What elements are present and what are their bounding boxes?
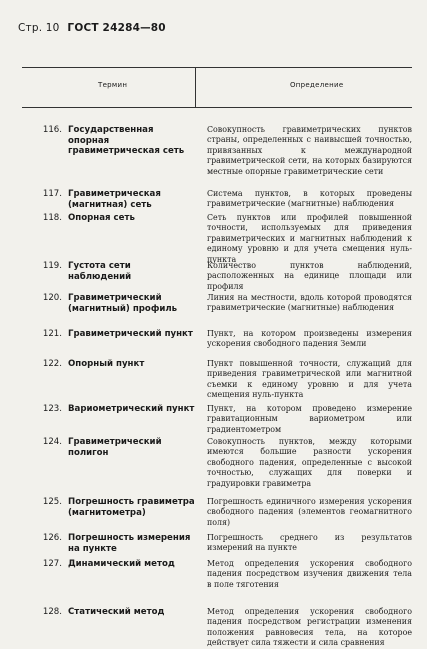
term-name: Гравиметрическая (магнитная) сеть <box>68 189 161 210</box>
term-definition: Совокупность гравиметрических пунктов страны, определенных с наивысшей точностью, привязанных к международной гравиметрической сети, на которых базируются местные опорные гравиметрические сети <box>207 125 412 176</box>
term-name: Погрешность измерения на пункте <box>68 533 191 554</box>
term-number: 128. <box>42 607 62 617</box>
column-header-term: Термин <box>98 81 128 89</box>
term-number: 121. <box>42 329 62 339</box>
term-number: 122. <box>42 359 62 369</box>
term-number: 119. <box>42 261 62 271</box>
term-definition: Совокупность пунктов, между которыми имеются большие разности ускорения свободного падения, определенные с высокой точностью, служащих для поверки и градуировки гравиметра <box>207 437 412 488</box>
term-definition: Метод определения ускорения свободного падения посредством изучения движения тела в поле тяготения <box>207 559 412 589</box>
term-number: 126. <box>42 533 62 543</box>
term-name: Гравиметрический полигон <box>68 437 162 458</box>
term-name: Государственная опорная гравиметрическая сеть <box>68 125 185 156</box>
term-definition: Количество пунктов наблюдений, расположенных на единице площади или профиля <box>207 261 412 291</box>
term-name: Опорная сеть <box>68 213 135 223</box>
term-number: 118. <box>42 213 62 223</box>
term-definition: Погрешность среднего из результатов измерений на пункте <box>207 533 412 553</box>
term-number: 123. <box>42 404 62 414</box>
terms-table <box>22 67 412 648</box>
term-number: 124. <box>42 437 62 447</box>
term-definition: Пункт, на котором произведены измерения ускорения свободного падения Земли <box>207 329 412 349</box>
standard-code: ГОСТ 24284—80 <box>67 22 166 34</box>
table-header-rule <box>22 107 412 108</box>
table-top-rule <box>22 67 412 68</box>
term-definition: Линия на местности, вдоль которой проводятся гравиметрические (магнитные) наблюдения <box>207 293 412 313</box>
page-number: Стр. 10 <box>18 22 60 34</box>
term-definition: Система пунктов, в которых проведены гравиметрические (магнитные) наблюдения <box>207 189 412 209</box>
term-name: Густота сети наблюдений <box>68 261 132 282</box>
term-number: 117. <box>42 189 62 199</box>
term-name: Опорный пункт <box>68 359 145 369</box>
term-definition: Сеть пунктов или профилей повышенной точности, используемых для приведения гравиметрических и магнитных наблюдений к единому уровню и для учета смещения нуль-пункта <box>207 213 412 264</box>
term-name: Гравиметрический (магнитный) профиль <box>68 293 178 314</box>
term-definition: Метод определения ускорения свободного падения посредством регистрации изменения положения равновесия тела, на которое действует сила тяжести и сила сравнения <box>207 607 412 648</box>
term-name: Гравиметрический пункт <box>68 329 193 339</box>
term-definition: Погрешность единичного измерения ускорения свободного падения (элементов геомагнитного поля) <box>207 497 412 527</box>
term-name: Статический метод <box>68 607 165 617</box>
term-number: 125. <box>42 497 62 507</box>
term-definition: Пункт, на котором проведено измерение гравитационным вариометром или градиентометром <box>207 404 412 434</box>
term-number: 127. <box>42 559 62 569</box>
page-header <box>18 22 166 34</box>
term-number: 116. <box>42 125 62 135</box>
term-number: 120. <box>42 293 62 303</box>
term-name: Погрешность гравиметра (магнитометра) <box>68 497 195 518</box>
table-header-divider <box>195 67 196 107</box>
term-name: Вариометрический пункт <box>68 404 195 414</box>
term-definition: Пункт повышенной точности, служащий для приведения гравиметрической или магнитной съемки к единому уровню и для учета смещения нуль-пункта <box>207 359 412 400</box>
term-name: Динамический метод <box>68 559 175 569</box>
column-header-definition: Определение <box>290 81 344 89</box>
